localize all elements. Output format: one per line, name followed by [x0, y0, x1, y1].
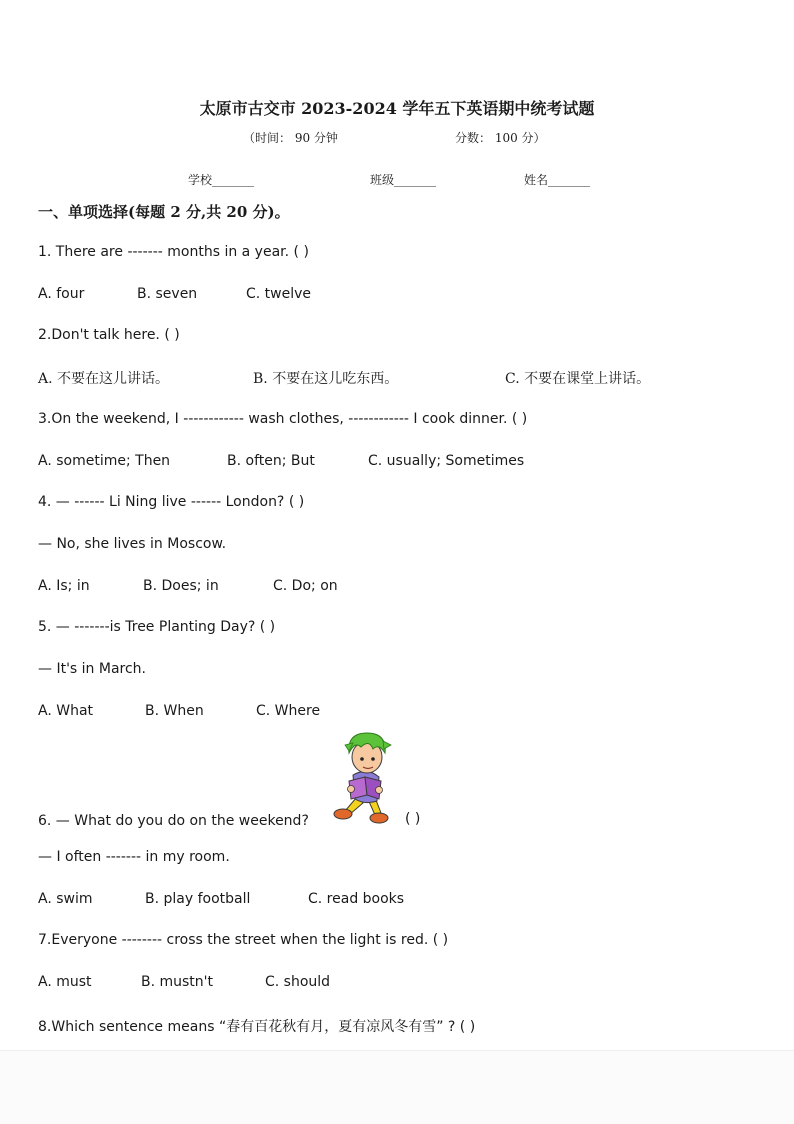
option-a: A. swim [38, 891, 93, 907]
option-a: A. Is; in [38, 578, 90, 594]
question-stem: 1. There are ------- months in a year. ( ) [38, 244, 309, 260]
option-b: B. often; But [227, 453, 315, 469]
option-c: C. Do; on [273, 578, 338, 594]
question-stem: 2.Don't talk here. ( ) [38, 327, 180, 343]
question-stem: 8.Which sentence means “春有百花秋有月，夏有凉风冬有雪” ? ( ) [38, 1019, 476, 1035]
option-c: C. read books [308, 891, 405, 907]
section-heading: 一、单项选择(每题 2 分,共 20 分)。 [38, 203, 290, 221]
option-c: C. 不要在课堂上讲话。 [505, 371, 651, 387]
question-stem: 7.Everyone -------- cross the street when the light is red. ( ) [38, 932, 449, 948]
option-a: A. What [38, 703, 94, 719]
exam-title: 太原市古交市 2023-2024 学年五下英语期中统考试题 [199, 99, 595, 118]
option-c: C. Where [256, 703, 321, 719]
boy-reading-book-icon [327, 727, 397, 827]
option-a: A. 不要在这儿讲话。 [38, 371, 170, 387]
score-label: 分数： 100 分） [455, 131, 546, 145]
answer-blank: ( ) [405, 811, 421, 827]
class-field: 班级_______ [370, 173, 437, 187]
question-stem: 5. — -------is Tree Planting Day? ( ) [38, 619, 276, 635]
question-reply: — I often ------- in my room. [38, 849, 230, 865]
question-stem: 3.On the weekend, I ------------ wash clothes, ------------ I cook dinner. ( ) [38, 411, 528, 427]
time-label: （时间： 90 分钟 [243, 131, 338, 145]
option-a: A. must [38, 974, 92, 990]
name-field: 姓名_______ [524, 173, 591, 187]
option-a: A. sometime; Then [38, 453, 171, 469]
option-b: B. When [145, 703, 204, 719]
question-stem: 4. — ------ Li Ning live ------ London? ( ) [38, 494, 305, 510]
option-b: B. mustn't [141, 974, 214, 990]
question-reply: — No, she lives in Moscow. [38, 536, 227, 552]
option-b: B. play football [145, 891, 251, 907]
school-field: 学校_______ [188, 173, 255, 187]
option-c: C. usually; Sometimes [368, 453, 525, 469]
option-b: B. Does; in [143, 578, 219, 594]
option-c: C. should [265, 974, 331, 990]
option-b: B. 不要在这儿吃东西。 [253, 371, 399, 387]
question-reply: — It's in March. [38, 661, 147, 677]
option-a: A. four [38, 286, 85, 302]
option-c: C. twelve [246, 286, 312, 302]
page-bottom-margin [0, 1050, 794, 1124]
option-b: B. seven [137, 286, 198, 302]
question-stem: 6. — What do you do on the weekend? [38, 813, 309, 829]
